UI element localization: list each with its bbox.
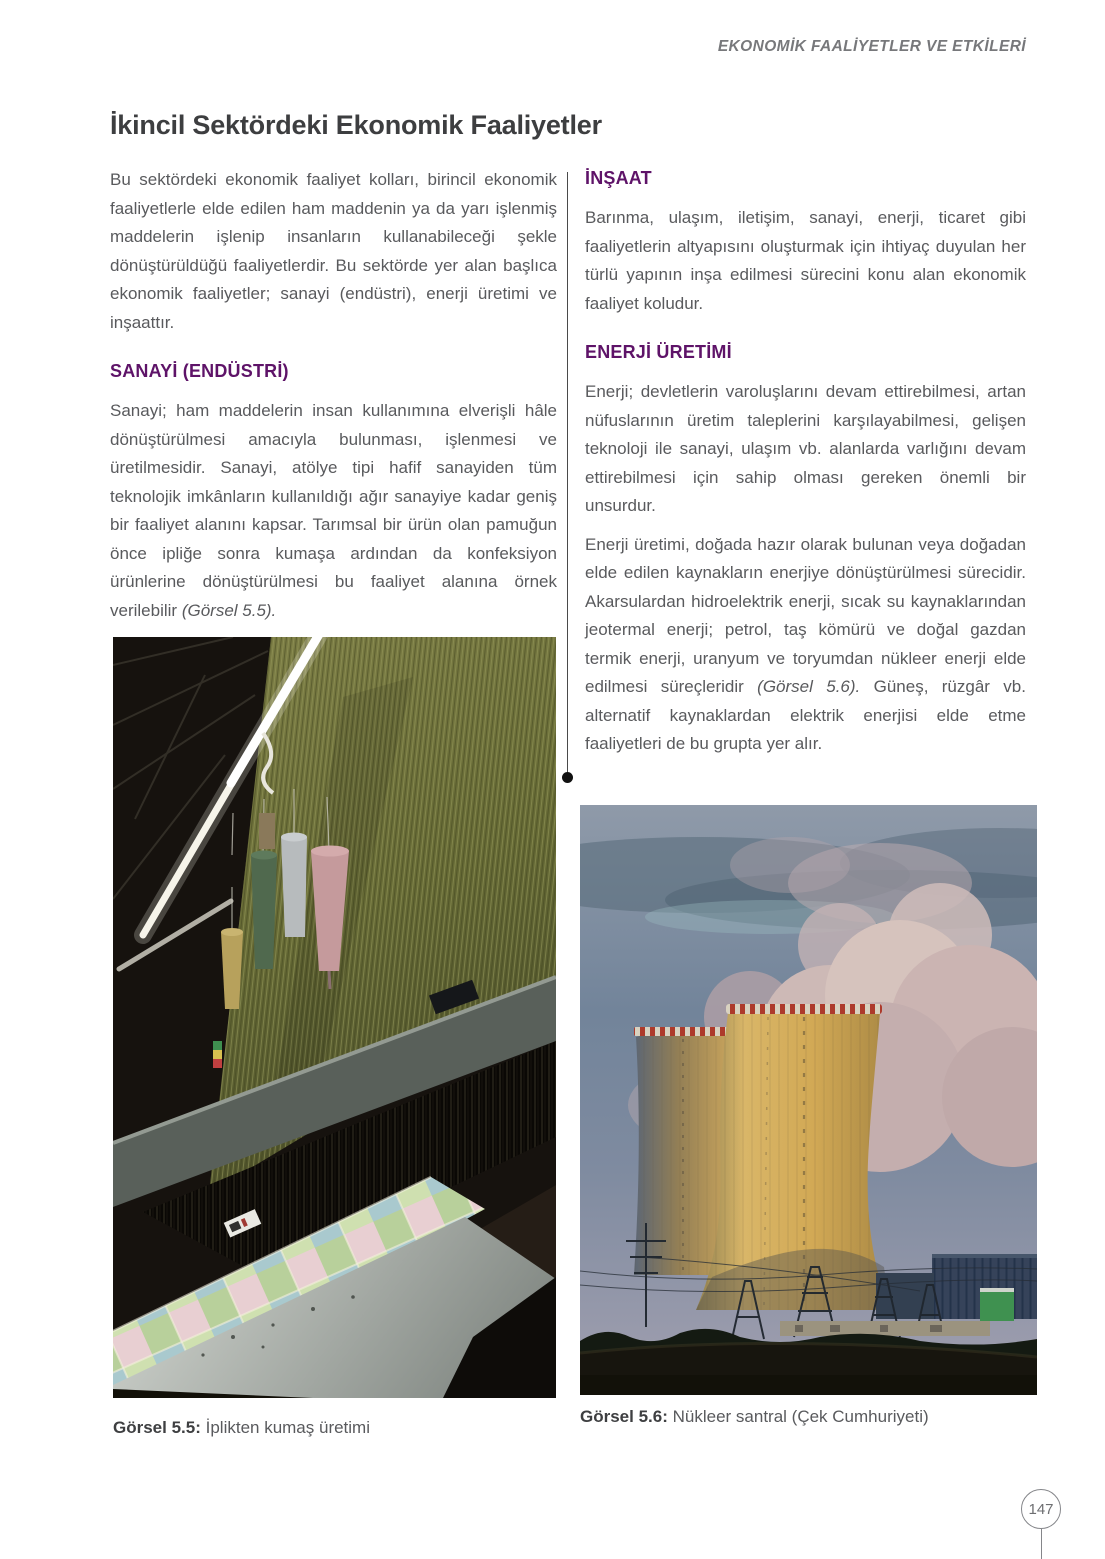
- divider-dot: [562, 772, 573, 783]
- insaat-paragraph: Barınma, ulaşım, iletişim, sanayi, enerji, ticaret gibi faaliyetlerin altyapısını oluşturmak için ihtiyaç duyulan her türlü yapının inşa edilmesi sürecini konu alan ekonomik faaliyet koludur.: [585, 208, 1026, 313]
- figure-5-6-label: Görsel 5.6:: [580, 1407, 668, 1426]
- enerji-text-2a: Enerji üretimi, doğada hazır olarak bulunan veya doğadan elde edilen kaynakların enerjiye dönüştürülmesi sürecidir. Akarsulardan hidroelektrik enerji, sıcak su kaynaklarından jeotermal enerji; petrol, taş kömürü ve doğal gazdan termik enerji, uranyum ve toryumdan nükleer enerji elde edilmesi süreçleridir: [585, 534, 1026, 696]
- figure-5-6-caption: [580, 1407, 1037, 1427]
- running-header: EKONOMİK FAALİYETLER VE ETKİLERİ: [717, 38, 1026, 55]
- sanayi-text: Sanayi; ham maddelerin insan kullanımına elverişli hâle dönüştürülmesi amacıyla bulunması, işlenmesi ve üretilmesidir. Sanayi, atölye tipi hafif sanayiden tüm teknolojik imkânların kullanıldığı ağır sanayiye kadar geniş bir faaliyet alanını kapsar. Tarımsal bir ürün olan pamuğun önce ipliğe sonra kumaşa ardından da konfeksiyon ürünlerine dönüştürülmesi bu faaliyet alanına örnek verilebilir: [110, 401, 557, 620]
- sanayi-paragraph: [110, 397, 557, 625]
- column-divider: [567, 172, 568, 778]
- figure-ref-5-5: (Görsel 5.5).: [181, 600, 277, 620]
- section-heading-sanayi: SANAYİ (ENDÜSTRİ): [110, 361, 289, 381]
- left-column: [110, 166, 557, 625]
- nuclear-plant-image: [580, 805, 1037, 1395]
- page-number-line: [1041, 1529, 1042, 1559]
- enerji-text-2b: Güneş, rüzgâr vb. alternatif kaynaklardan elektrik enerjisi elde etme faaliyetleri de bu grupta yer alır.: [585, 677, 1026, 753]
- section-heading-enerji: ENERJİ ÜRETİMİ: [585, 342, 732, 362]
- section-heading-insaat: İNŞAAT: [585, 168, 652, 188]
- right-column: [585, 168, 1026, 759]
- figure-5-6: [580, 805, 1037, 1427]
- figure-ref-5-6: (Görsel 5.6).: [757, 677, 861, 696]
- page-number: 147: [1028, 1500, 1054, 1518]
- page-number-badge: [1021, 1489, 1061, 1529]
- intro-paragraph: Bu sektördeki ekonomik faaliyet kolları, birincil ekonomik faaliyetlerle elde edilen ham maddenin ya da yarı işlenmiş maddelerin işlenip insanların kullanabileceği şekle dönüştürüldüğü faaliyetlerdir. Bu sektörde yer alan başlıca ekonomik faaliyetler; sanayi (endüstri), enerji üretimi ve inşaattır.: [110, 170, 557, 332]
- figure-5-6-text: Nükleer santral (Çek Cumhuriyeti): [672, 1407, 929, 1426]
- figure-5-5: [113, 637, 556, 1438]
- enerji-paragraph-1: Enerji; devletlerin varoluşlarını devam ettirebilmesi, artan nüfuslarının üretim taleplerini karşılayabilmesi, gelişen teknoloji ile sanayi, ulaşım vb. alanlarda varlığını devam ettirebilmesi için sahip olması gereken önemli bir unsurdur.: [585, 382, 1026, 515]
- enerji-paragraph-2: [585, 531, 1026, 759]
- figure-5-5-text: İplikten kumaş üretimi: [205, 1418, 370, 1437]
- weaving-loom-image: [113, 637, 556, 1398]
- page-title: İkincil Sektördeki Ekonomik Faaliyetler: [110, 110, 602, 140]
- figure-5-5-caption: [113, 1418, 556, 1438]
- figure-5-5-label: Görsel 5.5:: [113, 1418, 201, 1437]
